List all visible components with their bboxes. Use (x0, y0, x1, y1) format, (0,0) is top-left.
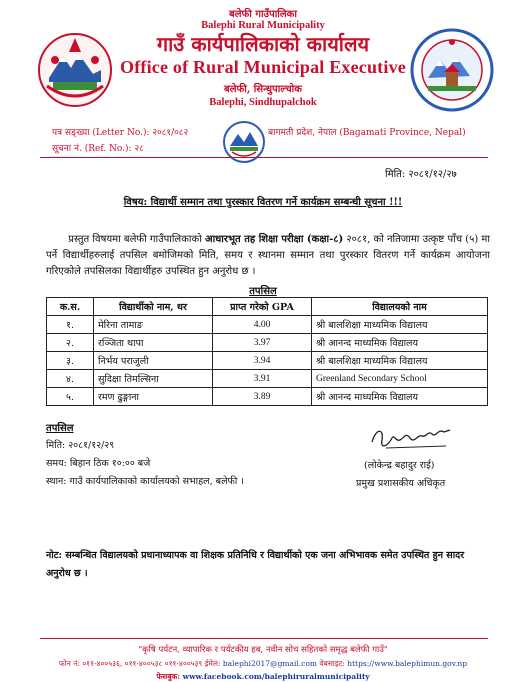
municipality-name-english: Balephi Rural Municipality (201, 20, 325, 31)
row-school: श्री बालशिक्षा माध्यमिक विद्यालय (312, 316, 488, 334)
signature-icon (366, 420, 456, 456)
row-serial: ४. (47, 370, 94, 388)
footer-motto: "कृषि पर्यटन, व्यापारिक र पर्यटकीय हब, नवीन सोच सहितको समृद्ध बलेफी गाउँ" (138, 645, 388, 655)
annex-title: तपसिल (249, 286, 277, 297)
table-header-row (47, 298, 488, 316)
table-row (47, 334, 488, 352)
row-serial: १. (47, 316, 94, 334)
event-time: समय: बिहान ठिक १०:०० बजे (46, 458, 151, 469)
body-part-1: प्रस्तुत विषयमा बलेफी गाउँपालिकाको (68, 234, 205, 245)
table-row (47, 316, 488, 334)
signatory-title: प्रमुख प्रशासकीय अधिकृत (356, 478, 446, 489)
row-serial: २. (47, 334, 94, 352)
footer-website-link[interactable]: https://www.balephimun.gov.np (347, 659, 468, 668)
row-student-name: निर्भय पराजुली (94, 352, 213, 370)
row-serial: ५. (47, 388, 94, 406)
letter-number: पत्र सङ्ख्या (Letter No.): २०८१/०८२ (52, 128, 189, 138)
nepal-emblem-icon (35, 30, 115, 110)
students-table (46, 297, 488, 406)
row-student-name: रञ्जिता थापा (94, 334, 213, 352)
office-title-nepali: गाउँ कार्यपालिकाको कार्यालय (156, 32, 370, 56)
location-english: Balephi, Sindhupalchok (209, 97, 317, 108)
location-nepali: बलेफी, सिन्धुपाल्चोक (224, 84, 302, 95)
municipality-name-nepali: बलेफी गाउँपालिका (229, 9, 297, 20)
footer-website-label: वेबसाइट: (317, 659, 348, 668)
table-row (47, 388, 488, 406)
row-gpa: 3.94 (213, 352, 312, 370)
row-student-name: मेरिना तामाङ (94, 316, 213, 334)
footer-facebook-link[interactable]: www.facebook.com/balephiruralmunicipality (182, 672, 370, 681)
body-part-2: २०८१, को नतिजामा उत्कृष्ट पाँच (५) मा पर्ने विद्यार्थीहरुलाई तपसिल बमोजिमको मिति, समय र स्थानमा सम्मान तथा पुरस्कार वितरण गर्ने कार्यक्रम आयोजना गरिएकोले तपसिलका विद्यार्थीहरु उपस्थित हुन अनुरोध छ । (46, 234, 490, 277)
row-gpa: 3.97 (213, 334, 312, 352)
row-school: श्री बालशिक्षा माध्यमिक विद्यालय (312, 352, 488, 370)
col-school: विद्यालयको नाम (312, 298, 488, 316)
event-date: मिति: २०८१/१२/२९ (46, 440, 115, 451)
row-gpa: 4.00 (213, 316, 312, 334)
table-row (47, 370, 488, 388)
notice-date: मिति: २०८१/१२/२७ (385, 169, 457, 180)
row-gpa: 3.89 (213, 388, 312, 406)
body-paragraph (46, 232, 490, 280)
signatory-name: (लोकेन्द्र बहादुर राई) (364, 460, 435, 471)
row-gpa: 3.91 (213, 370, 312, 388)
row-school: श्री आनन्द माध्यमिक विद्यालय (312, 334, 488, 352)
body-exam-name: आधारभूत तह शिक्षा परीक्षा (कक्षा-८) (204, 234, 344, 245)
note-text: नोट: सम्बन्धित विद्यालयको प्रधानाध्यापक वा शिक्षक प्रतिनिधि र विद्यार्थीको एक जना अभिभावक समेत उपस्थित हुन सादर अनुरोध छ । (46, 550, 465, 579)
row-school: श्री आनन्द माध्यमिक विद्यालय (312, 388, 488, 406)
col-gpa: प्राप्त गरेको GPA (213, 298, 312, 316)
footer-divider (40, 638, 488, 639)
table-row (47, 352, 488, 370)
col-serial: क.स. (47, 298, 94, 316)
footer-phone: फोन नं: ०११-४००५३६, ०११-४००५३८ ०११-४००५३९ ईमेल: (58, 659, 223, 668)
footer-contact (0, 659, 526, 669)
event-place: स्थान: गाउँ कार्यपालिकाको कार्यालयको सभाहल, बलेफी । (46, 476, 244, 487)
row-school: Greenland Secondary School (312, 370, 488, 388)
province-address: बागमती प्रदेश, नेपाल (Bagamati Province, Nepal) (268, 128, 466, 138)
row-serial: ३. (47, 352, 94, 370)
footer-email-link[interactable]: balephi2017@gmail.com (222, 659, 317, 668)
subject-line (0, 194, 526, 208)
office-title-english: Office of Rural Municipal Executive (120, 57, 406, 77)
col-student-name: विद्यार्थीको नाम, थर (94, 298, 213, 316)
footer-facebook-label: फेसबुक: (156, 672, 183, 681)
reference-number: सूचना नं. (Ref. No.): २८ (52, 144, 144, 154)
subject-text: विषय: विद्यार्थी सम्मान तथा पुरस्कार वितरण गर्ने कार्यक्रम सम्बन्धी सूचना !!! (123, 197, 403, 208)
header-divider (40, 157, 488, 158)
details-title: तपसिल (46, 423, 74, 434)
row-student-name: रमण ढुङ्गाना (94, 388, 213, 406)
municipality-logo-icon (410, 28, 494, 112)
row-student-name: सुदिक्षा तिमल्सिना (94, 370, 213, 388)
